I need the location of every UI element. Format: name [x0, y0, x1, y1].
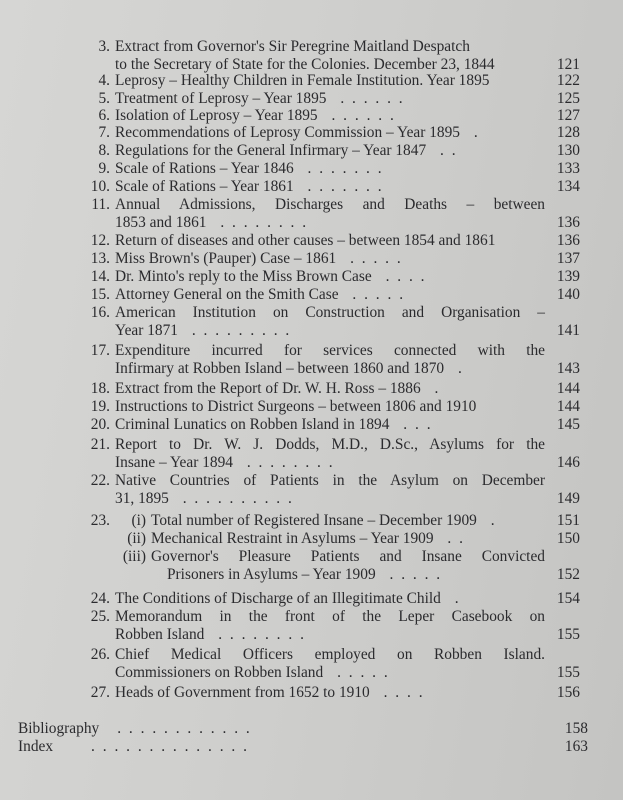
entry-title [115, 380, 545, 398]
page-number: 143 [556, 359, 580, 377]
entry-subnumber: (iii) [122, 548, 146, 565]
entry-title-line: Regulations for the General Infirmary – Year 1847 . . [115, 142, 458, 159]
entry-title [115, 250, 545, 268]
entry-title-line: Leprosy – Healthy Children in Female Institution. Year 1895 [115, 72, 490, 89]
entry-subnumber: (i) [131, 512, 146, 529]
entry-number: 7. [98, 124, 110, 141]
entry-number: 21. [90, 436, 110, 453]
page-number: 155 [556, 625, 580, 643]
entry-title [115, 268, 545, 286]
entry-number: 6. [98, 107, 110, 124]
dot-leader: . . . . . . . . [218, 625, 306, 643]
entry-number: 23. [90, 512, 110, 529]
entry-title-line: Return of diseases and other causes – between 1854 and 1861 [115, 232, 496, 249]
entry-title-line: Robben Island . . . . . . . . [115, 625, 306, 643]
back-matter-title: Index [18, 738, 54, 755]
entry-title-line: Prisoners in Asylums – Year 1909 . . . . . [167, 565, 443, 583]
entry-title [115, 107, 545, 125]
page-number: 136 [556, 232, 580, 249]
entry-title-line: Criminal Lunatics on Robben Island in 1894 . . . [115, 416, 433, 433]
dot-leader: . . [447, 530, 465, 547]
entry-title-line: Recommendations of Leprosy Commission – Year 1895 . [115, 124, 480, 141]
entry-number: 19. [90, 398, 110, 415]
entry-number: 24. [90, 590, 110, 607]
entry-title [115, 436, 545, 471]
entry-title-line: Extract from Governor's Sir Peregrine Maitland Despatch [115, 38, 470, 55]
entry-title [115, 72, 545, 90]
dot-leader: . [454, 590, 461, 607]
entry-title-line: Isolation of Leprosy – Year 1895 . . . . . . [115, 107, 396, 124]
entry-title-line: Dr. Minto's reply to the Miss Brown Case . . . . [115, 268, 427, 285]
page-number: 145 [556, 416, 580, 433]
dot-leader: . . . . . . . . . . . . . . [91, 738, 249, 755]
page-number: 139 [556, 268, 580, 285]
page-number: 121 [556, 55, 580, 73]
dot-leader: . . . . . . . . . . . . [117, 720, 252, 737]
entry-number: 27. [90, 684, 110, 701]
entry-number: 4. [98, 72, 110, 89]
page-number: 146 [556, 453, 580, 471]
page-number: 137 [556, 250, 580, 267]
entry-title [115, 178, 545, 196]
entry-title-line: American Institution on Construction and Organisation – [115, 304, 545, 321]
dot-leader: . . . . . . . . [220, 213, 309, 231]
entry-number: 9. [98, 160, 110, 177]
dot-leader: . . . . . [337, 663, 390, 681]
entry-number: 20. [90, 416, 110, 433]
entry-title-line: Mechanical Restraint in Asylums – Year 1909 . . [151, 530, 465, 547]
entry-title [115, 342, 545, 377]
entry-title [115, 590, 545, 608]
dot-leader: . . . . . . . . . [191, 321, 292, 339]
entry-subnumber: (ii) [127, 530, 146, 547]
entry-title [115, 90, 545, 108]
entry-title [115, 684, 545, 702]
entry-title-line: 31, 1895 . . . . . . . . . . [115, 489, 294, 507]
dot-leader: . . [440, 142, 458, 159]
dot-leader: . . . . . [350, 250, 403, 267]
entry-number: 11. [91, 196, 110, 213]
entry-title [151, 548, 545, 583]
page-number: 155 [556, 663, 580, 681]
entry-number: 8. [98, 142, 110, 159]
entry-title [115, 160, 545, 178]
entry-title-line: Treatment of Leprosy – Year 1895 . . . . . . [115, 90, 405, 107]
entry-title-line: Memorandum in the front of the Leper Casebook on [115, 608, 545, 625]
entry-number: 3. [98, 38, 110, 55]
entry-number: 10. [90, 178, 110, 195]
entry-title [115, 304, 545, 339]
entry-title-line: Scale of Rations – Year 1846 . . . . . . . [115, 160, 384, 177]
entry-title [115, 124, 545, 142]
dot-leader: . [490, 512, 497, 529]
dot-leader: . . . . . [389, 565, 443, 583]
page-number: 152 [556, 565, 580, 583]
dot-leader: . . . . . . . . [246, 453, 335, 471]
entry-title-line: Attorney General on the Smith Case . . . . . [115, 286, 406, 303]
page-number: 127 [556, 107, 580, 124]
back-matter-label [18, 738, 583, 756]
entry-title-line: Report to Dr. W. J. Dodds, M.D., D.Sc., Asylums for the [115, 436, 545, 453]
entry-number: 26. [90, 646, 110, 663]
entry-title [115, 416, 545, 434]
entry-title [115, 398, 545, 416]
back-matter-title: Bibliography [18, 720, 100, 737]
entry-number: 13. [90, 250, 110, 267]
page-number: 154 [556, 590, 580, 607]
dot-leader: . . . [403, 416, 433, 433]
dot-leader: . [457, 359, 464, 377]
page-number: 122 [556, 72, 580, 89]
page-number: 149 [556, 489, 580, 507]
page-number: 140 [556, 286, 580, 303]
entry-title [115, 286, 545, 304]
dot-leader: . . . . [385, 268, 427, 285]
page-number: 144 [556, 398, 580, 415]
entry-title [151, 512, 545, 530]
dot-leader: . . . . . . [340, 90, 405, 107]
dot-leader: . . . . [383, 684, 425, 701]
entry-title-line: 1853 and 1861 . . . . . . . . [115, 213, 309, 231]
entry-number: 12. [90, 232, 110, 249]
entry-number: 25. [90, 608, 110, 625]
page-number: 150 [556, 530, 580, 547]
page-number: 136 [556, 213, 580, 231]
page-number: 133 [556, 160, 580, 177]
entry-title [115, 38, 545, 73]
entry-number: 17. [90, 342, 110, 359]
dot-leader: . . . . . . [331, 107, 396, 124]
entry-title-line: Heads of Government from 1652 to 1910 . . . . [115, 684, 425, 701]
entry-title-line: Scale of Rations – Year 1861 . . . . . . . [115, 178, 384, 195]
page-number: 144 [556, 380, 580, 397]
entry-title-line: Insane – Year 1894 . . . . . . . . [115, 453, 335, 471]
entry-title [115, 608, 545, 643]
entry-title-line: Extract from the Report of Dr. W. H. Ross – 1886 . [115, 380, 441, 397]
entry-title-line: Native Countries of Patients in the Asylum on December [115, 472, 545, 489]
entry-title-line: The Conditions of Discharge of an Illegitimate Child . [115, 590, 461, 607]
entry-title-line: Expenditure incurred for services connected with the [115, 342, 545, 359]
dot-leader: . [473, 124, 480, 141]
entry-number: 15. [90, 286, 110, 303]
dot-leader: . . . . . . . [307, 160, 384, 177]
entry-title-line: to the Secretary of State for the Colonies. December 23, 1844 [115, 55, 495, 73]
entry-title [115, 472, 545, 507]
entry-number: 5. [98, 90, 110, 107]
page-number: 158 [564, 720, 588, 737]
page-number: 134 [556, 178, 580, 195]
dot-leader: . . . . . . . [307, 178, 384, 195]
dot-leader: . [434, 380, 441, 397]
entry-title-line: Commissioners on Robben Island . . . . . [115, 663, 390, 681]
entry-number: 16. [90, 304, 110, 321]
entry-title [115, 142, 545, 160]
entry-title-line: Governor's Pleasure Patients and Insane Convicted [151, 548, 545, 565]
entry-title-line: Year 1871 . . . . . . . . . [115, 321, 292, 339]
page-number: 125 [556, 90, 580, 107]
page-number: 163 [564, 738, 588, 755]
entry-title [151, 530, 545, 548]
dot-leader: . . . . . [352, 286, 406, 303]
page-number: 130 [556, 142, 580, 159]
entry-title-line: Instructions to District Surgeons – between 1806 and 1910 [115, 398, 477, 415]
entry-number: 14. [90, 268, 110, 285]
entry-number: 18. [90, 380, 110, 397]
back-matter-label [18, 720, 583, 738]
entry-title-line: Total number of Registered Insane – December 1909 . [151, 512, 497, 529]
entry-title-line: Miss Brown's (Pauper) Case – 1861 . . . . . [115, 250, 403, 267]
entry-title-line: Chief Medical Officers employed on Robben Island. [115, 646, 545, 663]
entry-title [115, 196, 545, 231]
page-number: 156 [556, 684, 580, 701]
entry-title-line: Annual Admissions, Discharges and Deaths – between [115, 196, 545, 213]
entry-title [115, 646, 545, 681]
page-number: 128 [556, 124, 580, 141]
dot-leader: . . . . . . . . . . [182, 489, 294, 507]
page-number: 151 [556, 512, 580, 529]
entry-title [115, 232, 545, 250]
entry-title-line: Infirmary at Robben Island – between 1860 and 1870 . [115, 359, 464, 377]
page-number: 141 [556, 321, 580, 339]
entry-number: 22. [90, 472, 110, 489]
